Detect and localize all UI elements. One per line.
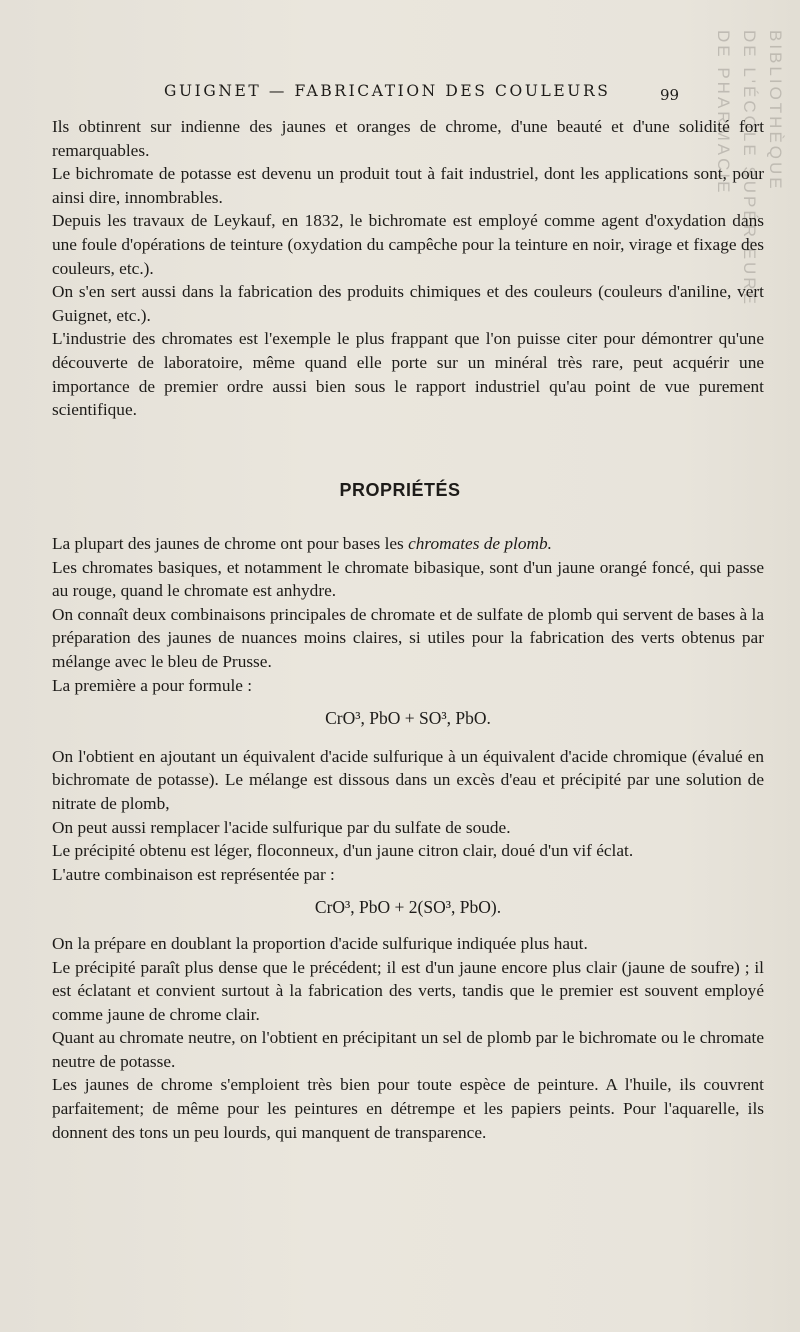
paragraph: Les jaunes de chrome s'emploient très bien pour toute espèce de peinture. A l'huile, ils couvrent parfaitement; de même pour les peintures en détrempe et les papiers peints. Pour l'aquarelle, ils donnent des tons un peu lourds, qui manquent de transparence. [52,1075,764,1142]
paragraph: On l'obtient en ajoutant un équivalent d'acide sulfurique à un équivalent d'acide chromique (évalué en bichromate de potasse). Le mélange est dissous dans un excès d'eau et précipité par une solution de nitrate de plomb, [52,746,764,813]
paragraph: Le précipité obtenu est léger, floconneux, d'un jaune citron clair, doué d'un vif éclat. [52,841,634,861]
page-number: 99 [660,86,680,104]
section-properties [52,532,764,1144]
paragraph: Quant au chromate neutre, on l'obtient en précipitant un sel de plomb par le bichromate ou le chromate neutre de potasse. [52,1028,764,1071]
section-intro [52,115,764,422]
paragraph: Le précipité paraît plus dense que le précédent; il est d'un jaune encore plus clair (jaune de soufre) ; il est éclatant et convient surtout à la fabrication des verts, tandis que le premier est souvent employé comme jaune de chrome clair. [52,957,764,1024]
emphasis-text: chromates de plomb. [408,534,552,553]
paragraph: On peut aussi remplacer l'acide sulfurique par du sulfate de soude. [52,817,511,837]
stamp-line: DE PHARMACIE [714,30,733,196]
paragraph: L'autre combinaison est représentée par : [52,864,335,884]
section-heading: PROPRIÉTÉS [339,480,461,500]
chemical-formula: CrO³, PbO + 2(SO³, PbO). [314,897,502,918]
paragraph: On connaît deux combinaisons principales de chromate et de sulfate de plomb qui servent de bases à la préparation des jaunes de nuances moins claires, si utiles pour la fabrication des verts obtenus par mélange avec le bleu de Prusse. [52,604,764,671]
paragraph-text: La plupart des jaunes de chrome ont pour bases les [52,534,409,553]
paragraph [52,532,764,556]
chemical-formula: CrO³, PbO + SO³, PbO. [325,708,491,729]
paragraph: Ils obtinrent sur indienne des jaunes et oranges de chrome, d'une beauté et d'une solidité fort remarquables. [52,117,764,160]
paragraph: Le bichromate de potasse est devenu un produit tout à fait industriel, dont les applications sont, pour ainsi dire, innombrables. [52,164,764,207]
paragraph: Depuis les travaux de Leykauf, en 1832, le bichromate est employé comme agent d'oxydation dans une foule d'opérations de teinture (oxydation du campêche pour la teinture en noir, virage et fixage des couleurs, etc.). [52,211,764,278]
paragraph: Les chromates basiques, et notamment le chromate bibasique, sont d'un jaune orangé foncé, qui passe au rouge, quand le chromate est anhydre. [52,557,764,601]
paragraph: La première a pour formule : [52,675,253,695]
paragraph: On s'en sert aussi dans la fabrication des produits chimiques et des couleurs (couleurs d'aniline, vert Guignet, etc.). [52,282,764,325]
paragraph: L'industrie des chromates est l'exemple le plus frappant que l'on puisse citer pour démontrer qu'une découverte de laboratoire, même quand elle porte sur un minéral très rare, peut acquérir une importance de premier ordre aussi bien sous le rapport industriel qu'au point de vue purement scientifique. [52,329,764,420]
page-header [0,82,800,106]
stamp-line: DE L'ÉCOLE SUPÉRIEURE [740,30,759,307]
paragraph: On la prépare en doublant la proportion d'acide sulfurique indiquée plus haut. [52,933,588,953]
running-head: GUIGNET — FABRICATION DES COULEURS [164,82,611,100]
stamp-line: BIBLIOTHÈQUE [766,30,785,192]
